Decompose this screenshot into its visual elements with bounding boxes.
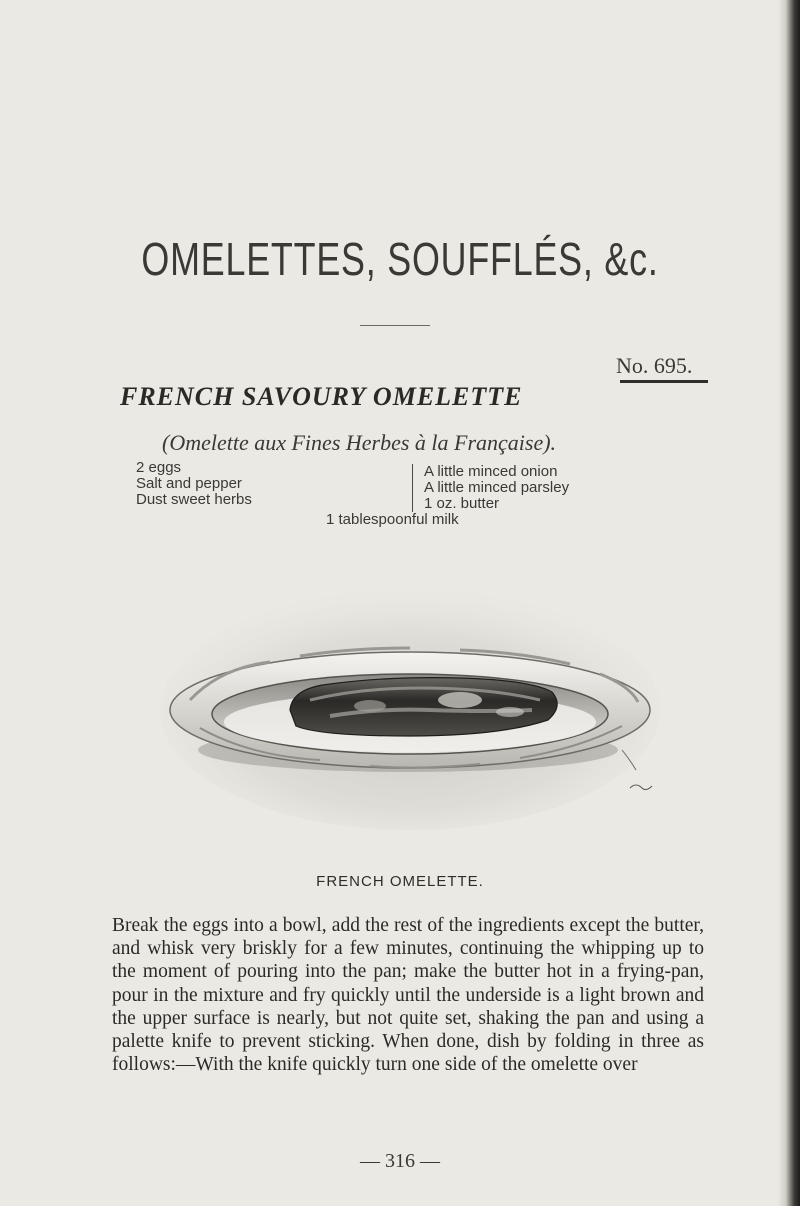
ingredient-item: Salt and pepper (136, 475, 242, 492)
ingredients-right-column (424, 464, 724, 512)
page-edge-shadow (778, 0, 800, 1206)
omelette-on-plate-icon (160, 590, 660, 830)
running-header: OMELETTES, SOUFFLÉS, &c. (141, 233, 659, 285)
ingredients-left-column (136, 460, 366, 508)
recipe-title: FRENCH SAVOURY OMELETTE (120, 382, 523, 411)
recipe-subtitle: (Omelette aux Fines Herbes à la Française). (162, 430, 557, 455)
ingredient-item: 1 tablespoonful milk (326, 511, 459, 528)
ingredient-item: A little minced parsley (424, 479, 570, 496)
ingredient-item: Dust sweet herbs (136, 491, 252, 508)
recipe-number: No. 695. (616, 353, 693, 378)
ingredient-item: 1 oz. butter (424, 495, 500, 512)
recipe-instructions: Break the eggs into a bowl, add the rest of the ingredients except the butter, and whisk very briskly for a few minutes, continuing the whipping up to the moment of pouring into the pan; make the butter hot in a frying-pan, pour in the mixture and fry quickly until the underside is a light brown and the upper surface is nearly, but not quite set, shaking the pan and using a palette knife to prevent sticking. When done, dish by folding in three as follows:—With the knife quickly turn one side of the omelette over (112, 915, 704, 1076)
page-number: — 316 — (360, 1150, 440, 1172)
ingredients-divider (412, 464, 413, 512)
header-rule (360, 325, 430, 326)
ingredient-item: A little minced onion (424, 463, 558, 480)
figure-caption: FRENCH OMELETTE. (316, 873, 484, 890)
omelette-illustration (160, 560, 660, 830)
ingredient-item: 2 eggs (136, 459, 182, 476)
recipe-number-rule (620, 380, 708, 383)
